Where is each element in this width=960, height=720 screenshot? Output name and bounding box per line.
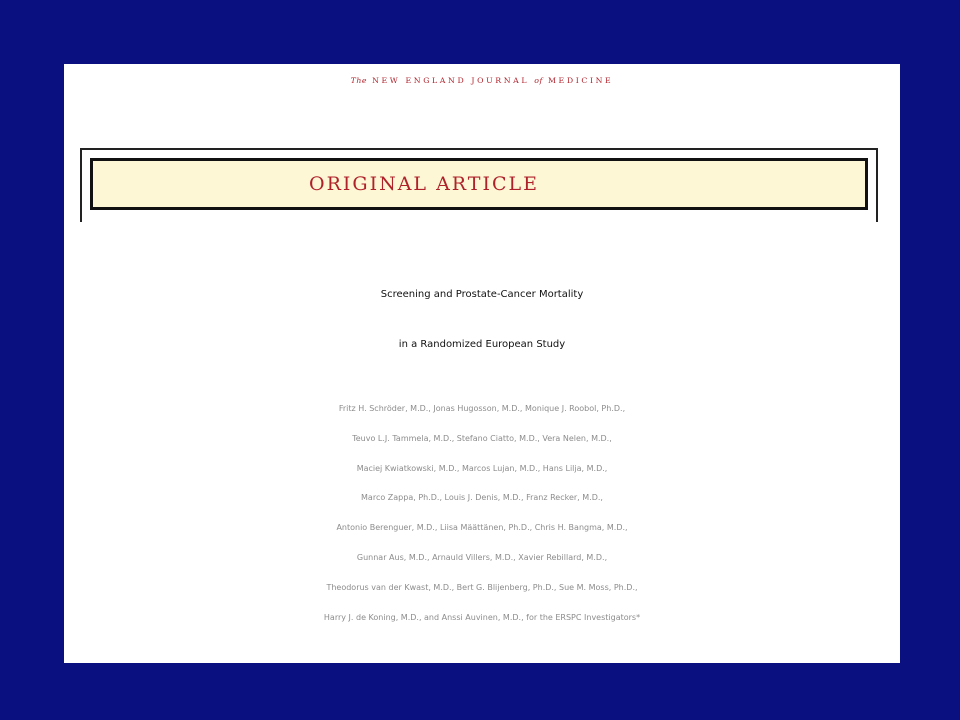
masthead-connector: of [534, 76, 543, 85]
section-banner [90, 158, 868, 210]
author-list [64, 394, 900, 632]
author-line: Theodorus van der Kwast, M.D., Bert G. Blijenberg, Ph.D., Sue M. Moss, Ph.D., [326, 582, 638, 592]
author-line: Antonio Berenguer, M.D., Liisa Määttänen, Ph.D., Chris H. Bangma, M.D., [336, 523, 628, 533]
author-line: Maciej Kwiatkowski, M.D., Marcos Lujan, M.D., Hans Lilja, M.D., [356, 463, 608, 473]
journal-masthead [64, 76, 900, 85]
author-line: Gunnar Aus, M.D., Arnauld Villers, M.D., Xavier Rebillard, M.D., [356, 552, 608, 562]
author-line: Fritz H. Schröder, M.D., Jonas Hugosson, M.D., Monique J. Roobol, Ph.D., [338, 404, 626, 413]
section-frame [80, 148, 878, 222]
masthead-prefix: The [350, 76, 367, 85]
masthead-journal-end: MEDICINE [547, 76, 614, 85]
article-title [64, 270, 900, 370]
section-label: ORIGINAL ARTICLE [309, 173, 539, 195]
author-line: Marco Zappa, Ph.D., Louis J. Denis, M.D., Franz Recker, M.D., [361, 493, 603, 503]
article-page [64, 64, 900, 663]
masthead-journal-main: NEW ENGLAND JOURNAL [372, 76, 530, 85]
author-line: Harry J. de Koning, M.D., and Anssi Auvinen, M.D., for the ERSPC Investigators* [323, 612, 641, 622]
title-line: in a Randomized European Study [398, 339, 566, 350]
title-line: Screening and Prostate-Cancer Mortality [380, 289, 584, 300]
author-line: Teuvo L.J. Tammela, M.D., Stefano Ciatto, M.D., Vera Nelen, M.D., [352, 433, 612, 443]
